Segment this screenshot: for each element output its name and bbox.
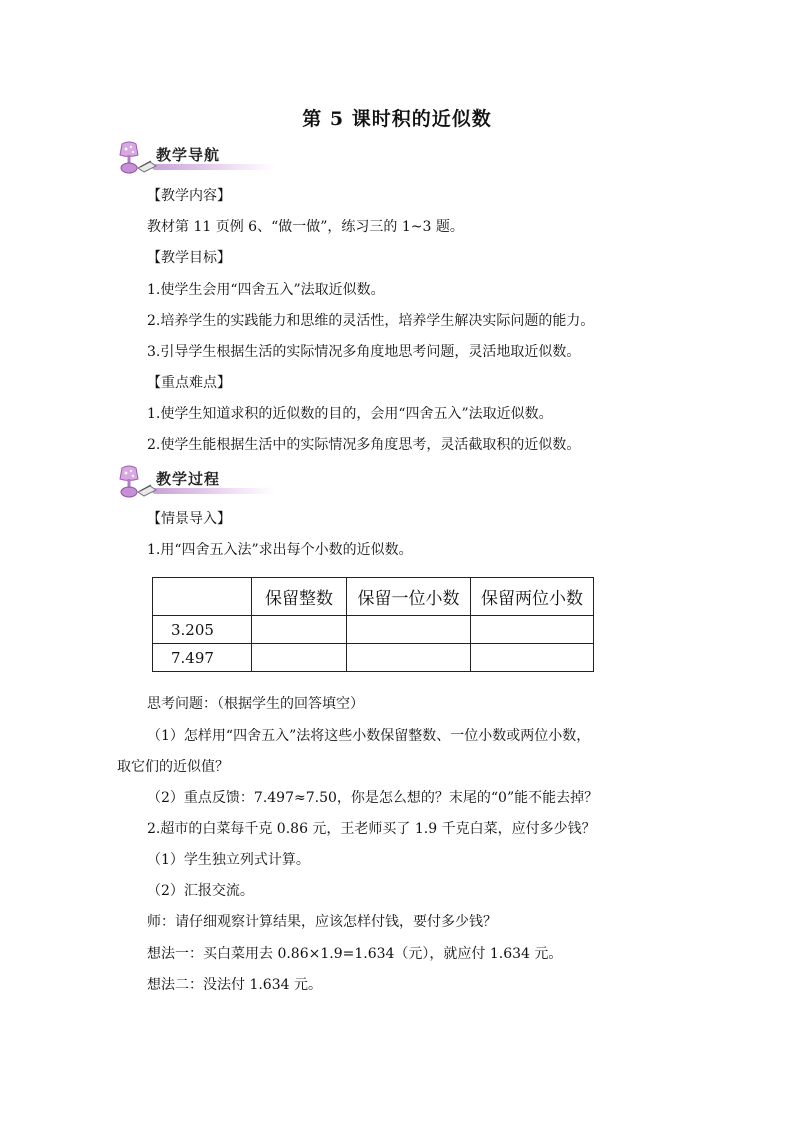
text-think: 思考问题：（根据学生的回答填空） [147, 696, 364, 712]
table-header-cell: 保留整数 [252, 578, 347, 616]
heading-content: 【教学内容】 [147, 188, 231, 204]
heading-key-points: 【重点难点】 [147, 375, 231, 391]
table-header-cell [153, 578, 252, 616]
table-cell: 7.497 [153, 644, 252, 672]
text-think-1b: 取它们的近似值？ [117, 759, 229, 775]
text-content: 教材第 11 页例 6、“做一做”，练习三的 1~3 题。 [147, 219, 464, 235]
table-cell [471, 644, 594, 672]
text-goal-3: 3.引导学生根据生活的实际情况多角度地思考问题，灵活地取近似数。 [147, 344, 581, 360]
table-cell [347, 616, 471, 644]
text-teacher: 师：请仔细观察计算结果，应该怎样付钱，要付多少钱？ [147, 914, 497, 930]
section-label-guide: 教学导航 [156, 146, 221, 164]
text-key-1: 1.使学生知道求积的近似数的目的，会用“四舍五入”法取近似数。 [147, 406, 553, 422]
text-idea-2: 想法二：没法付 1.634 元。 [147, 977, 322, 993]
approximation-table [152, 577, 594, 672]
heading-goals: 【教学目标】 [147, 250, 231, 266]
table-header-cell: 保留一位小数 [347, 578, 471, 616]
table-cell: 3.205 [153, 616, 252, 644]
text-question-2: 2.超市的白菜每千克 0.86 元，王老师买了 1.9 千克白菜，应付多少钱？ [147, 821, 596, 837]
section-header-guide [116, 140, 246, 174]
text-goal-2: 2.培养学生的实践能力和思维的灵活性，培养学生解决实际问题的能力。 [147, 313, 595, 329]
text-key-2: 2.使学生能根据生活中的实际情况多角度思考，灵活截取积的近似数。 [147, 437, 581, 453]
table-row [153, 644, 594, 672]
table-cell [252, 644, 347, 672]
text-question-2-step-2: （2）汇报交流。 [147, 883, 254, 899]
table-cell [252, 616, 347, 644]
section-header-process [116, 464, 246, 498]
page-title: 第 5 课时积的近似数 [302, 108, 492, 130]
text-goal-1: 1.使学生会用“四舍五入”法取近似数。 [147, 282, 385, 298]
table-row [153, 616, 594, 644]
section-label-process: 教学过程 [156, 470, 221, 488]
text-think-2: （2）重点反馈：7.497≈7.50，你是怎么想的？末尾的“0”能不能去掉？ [147, 790, 599, 806]
table-cell [471, 616, 594, 644]
lamp-book-icon [116, 464, 158, 500]
heading-intro: 【情景导入】 [147, 511, 231, 527]
text-question-2-step-1: （1）学生独立列式计算。 [147, 852, 310, 868]
lamp-book-icon [116, 140, 158, 176]
text-idea-1: 想法一：买白菜用去 0.86×1.9=1.634（元），就应付 1.634 元。 [147, 946, 563, 962]
text-intro-1: 1.用“四舍五入法”求出每个小数的近似数。 [147, 542, 413, 558]
table-cell [347, 644, 471, 672]
table-header-row [153, 578, 594, 616]
table-header-cell: 保留两位小数 [471, 578, 594, 616]
text-think-1a: （1）怎样用“四舍五入”法将这些小数保留整数、一位小数或两位小数， [147, 728, 591, 744]
